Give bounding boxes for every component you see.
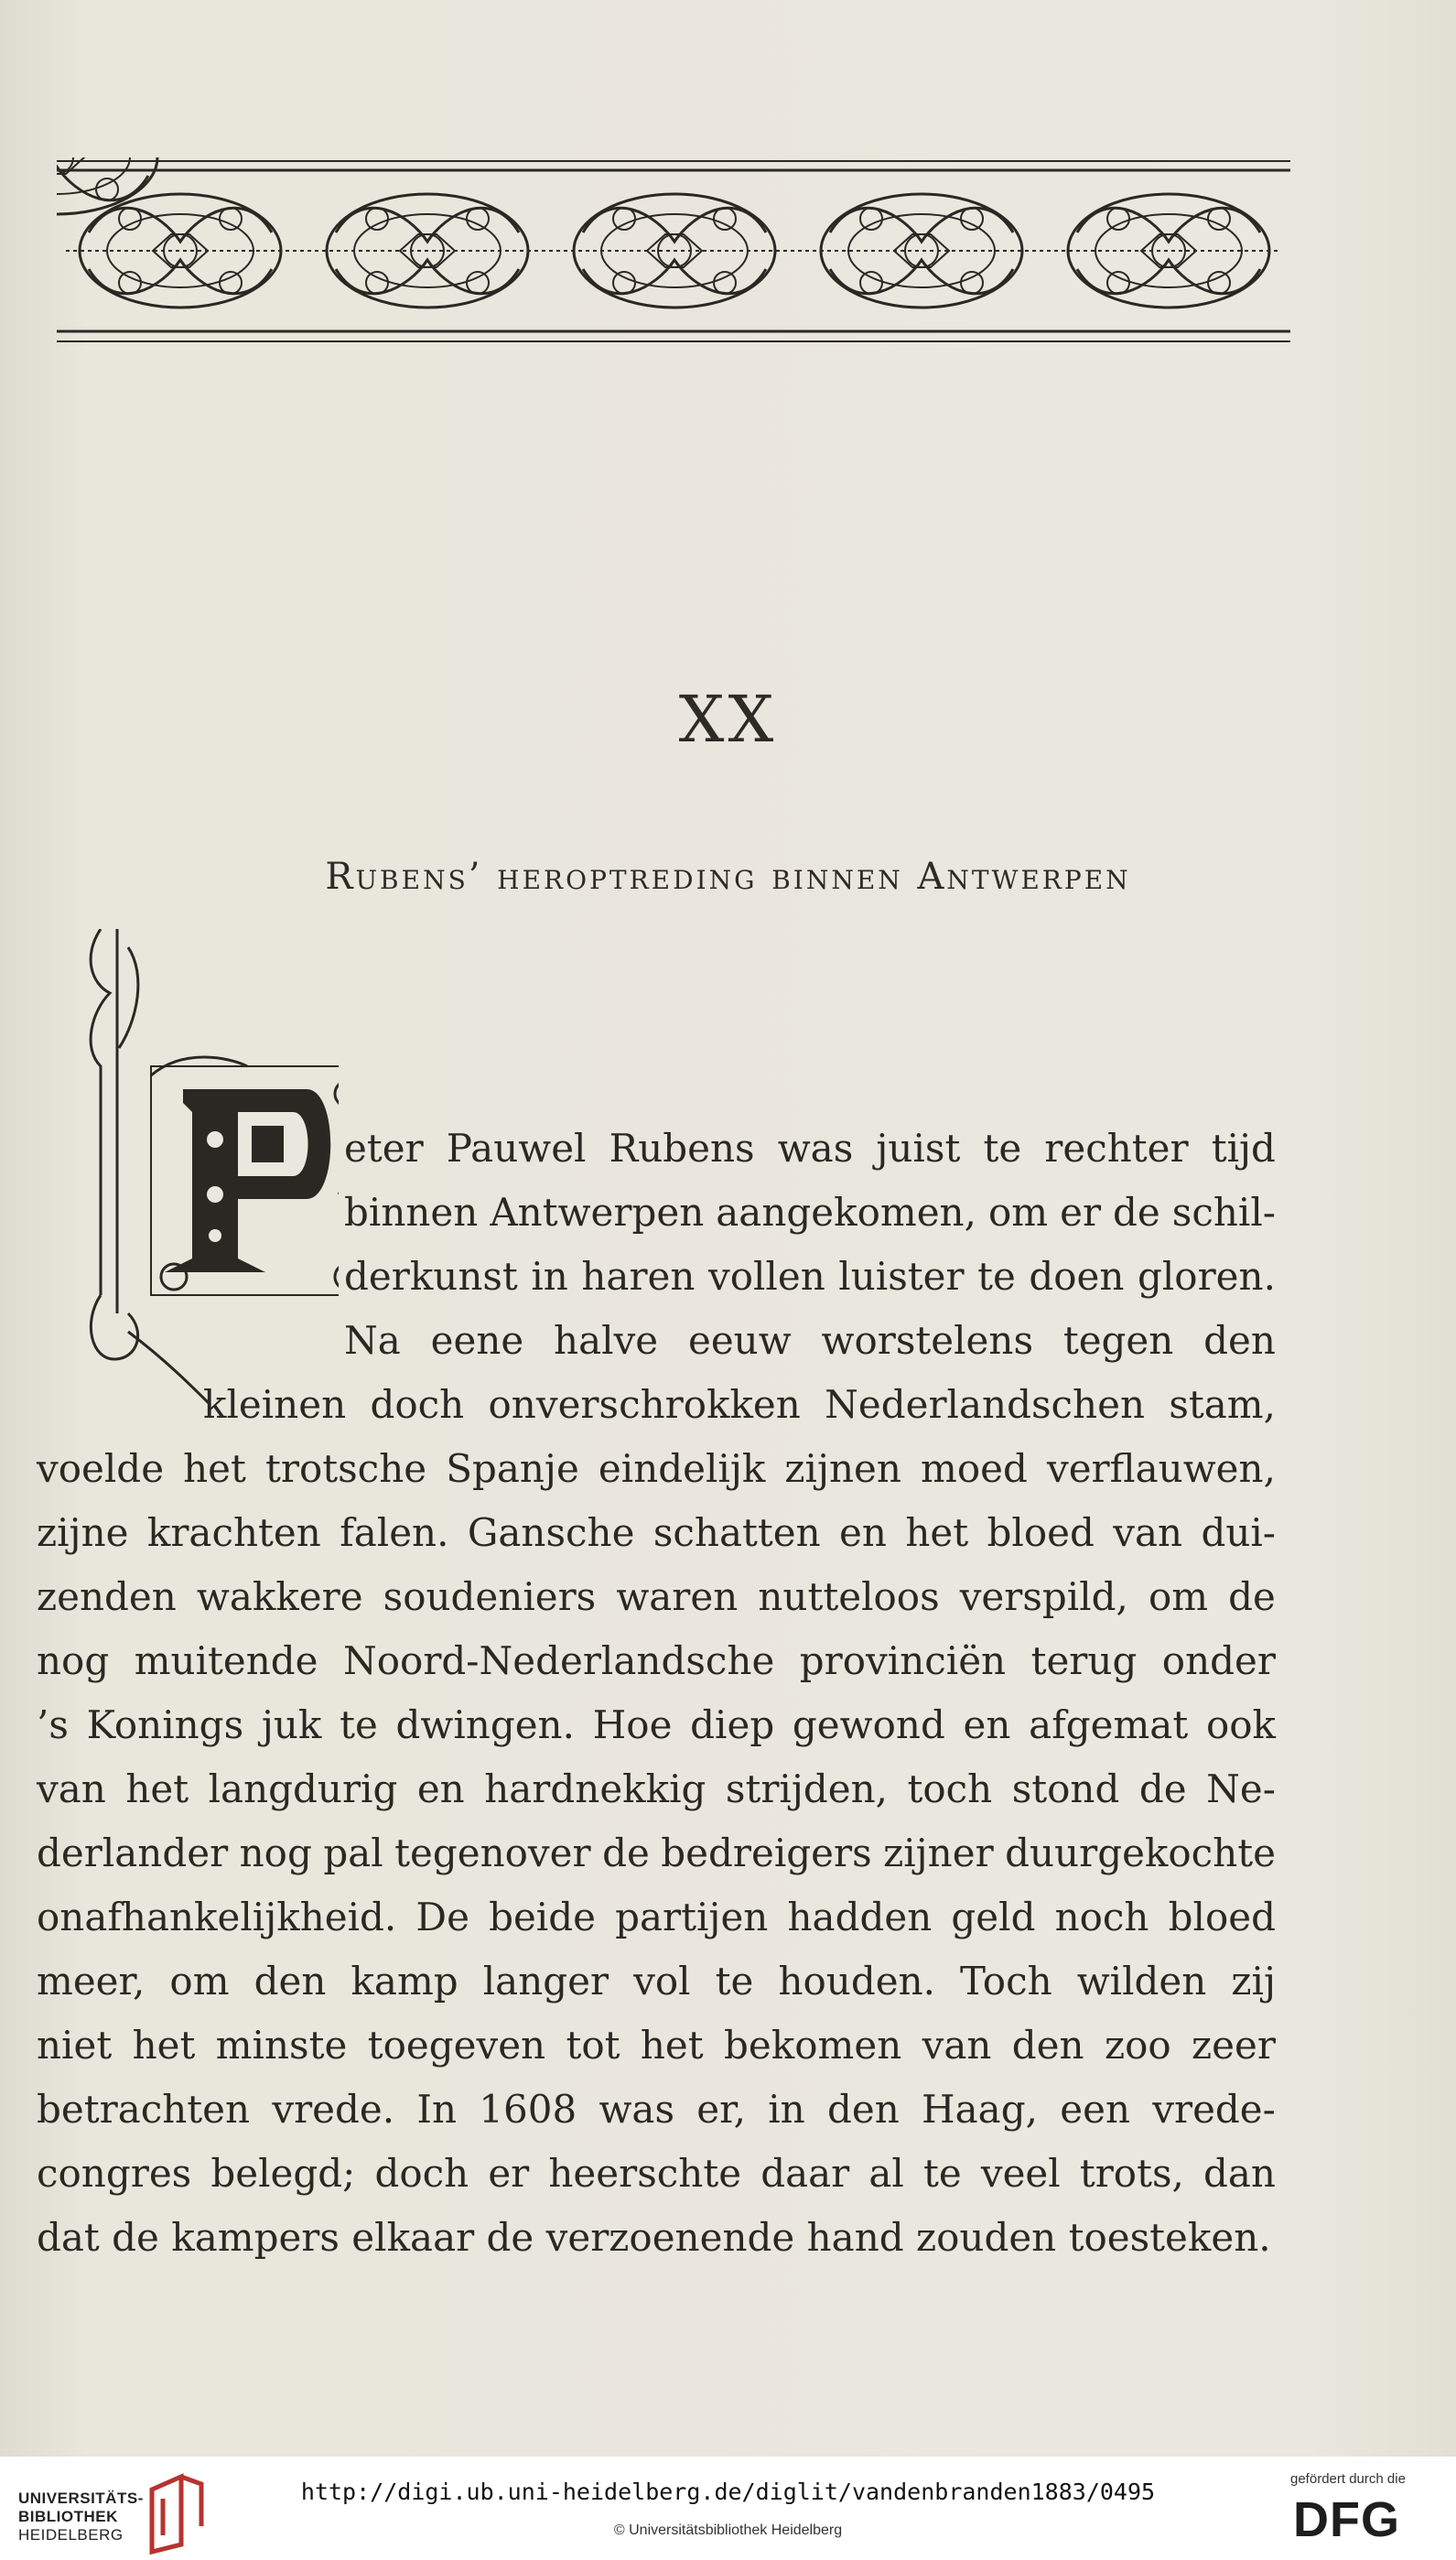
text-line: nog muitende Noord-Nederlandsche provinciën terug onder <box>37 1638 1276 1683</box>
drop-cap-letter: P <box>229 1352 235 1362</box>
text-line: eter Pauwel Rubens was juist te rechter tijd <box>344 1126 1276 1171</box>
text-line: van het langdurig en hardnekkig strijden, toch stond de Ne- <box>37 1766 1276 1811</box>
text-line: dat de kampers elkaar de verzoenende hand zouden toesteken. <box>37 2215 1271 2260</box>
text-line: ’s Konings juk te dwingen. Hoe diep gewond en afgemat ook <box>37 1702 1276 1747</box>
text-line: zijne krachten falen. Gansche schatten en het bloed van dui- <box>37 1510 1276 1555</box>
text-line: onafhankelijkheid. De beide partijen hadden geld noch bloed <box>37 1895 1276 1939</box>
text-line: niet het minste toegeven tot het bekomen van den zoo zeer <box>37 2023 1276 2068</box>
library-line-2: BIBLIOTHEK <box>18 2508 118 2525</box>
permalink-url[interactable]: http://digi.ub.uni-heidelberg.de/diglit/vandenbranden1883/0495 <box>300 2479 1156 2505</box>
text-line: derkunst in haren vollen luister te doen gloren. <box>344 1254 1276 1299</box>
text-line: kleinen doch onverschrokken Nederlandschen stam, <box>203 1382 1276 1427</box>
drop-cap-initial <box>64 929 339 1405</box>
text-line: derlander nog pal tegenover de bedreigers zijner duurgekochte <box>37 1831 1276 1875</box>
dfg-logo[interactable]: DFG <box>1293 2492 1400 2547</box>
ornament-band <box>57 157 1290 346</box>
text-line: voelde het trotsche Spanje eindelijk zijnen moed verflauwen, <box>37 1446 1276 1491</box>
library-line-1: UNIVERSITÄTS- <box>18 2490 144 2507</box>
chapter-title: Rubens’ heroptreding binnen Antwerpen <box>325 856 1131 898</box>
library-line-3: HEIDELBERG <box>18 2526 124 2544</box>
text-line: Na eene halve eeuw worstelens tegen den <box>344 1318 1276 1363</box>
chapter-number: XX <box>678 682 778 757</box>
text-line: binnen Antwerpen aangekomen, om er de schil- <box>344 1190 1276 1235</box>
text-line: betrachten vrede. In 1608 was er, in den Haag, een vrede- <box>37 2087 1276 2132</box>
funding-label: gefördert durch die <box>1290 2471 1406 2487</box>
text-line: congres belegd; doch er heerschte daar al te veel trots, dan <box>37 2151 1276 2196</box>
text-line: meer, om den kamp langer vol te houden. Toch wilden zij <box>37 1959 1276 2004</box>
copyright-text: © Universitätsbibliothek Heidelberg <box>613 2522 843 2538</box>
text-line: zenden wakkere soudeniers waren nutteloos verspild, om de <box>37 1574 1276 1619</box>
footer-bar <box>0 2457 1456 2560</box>
